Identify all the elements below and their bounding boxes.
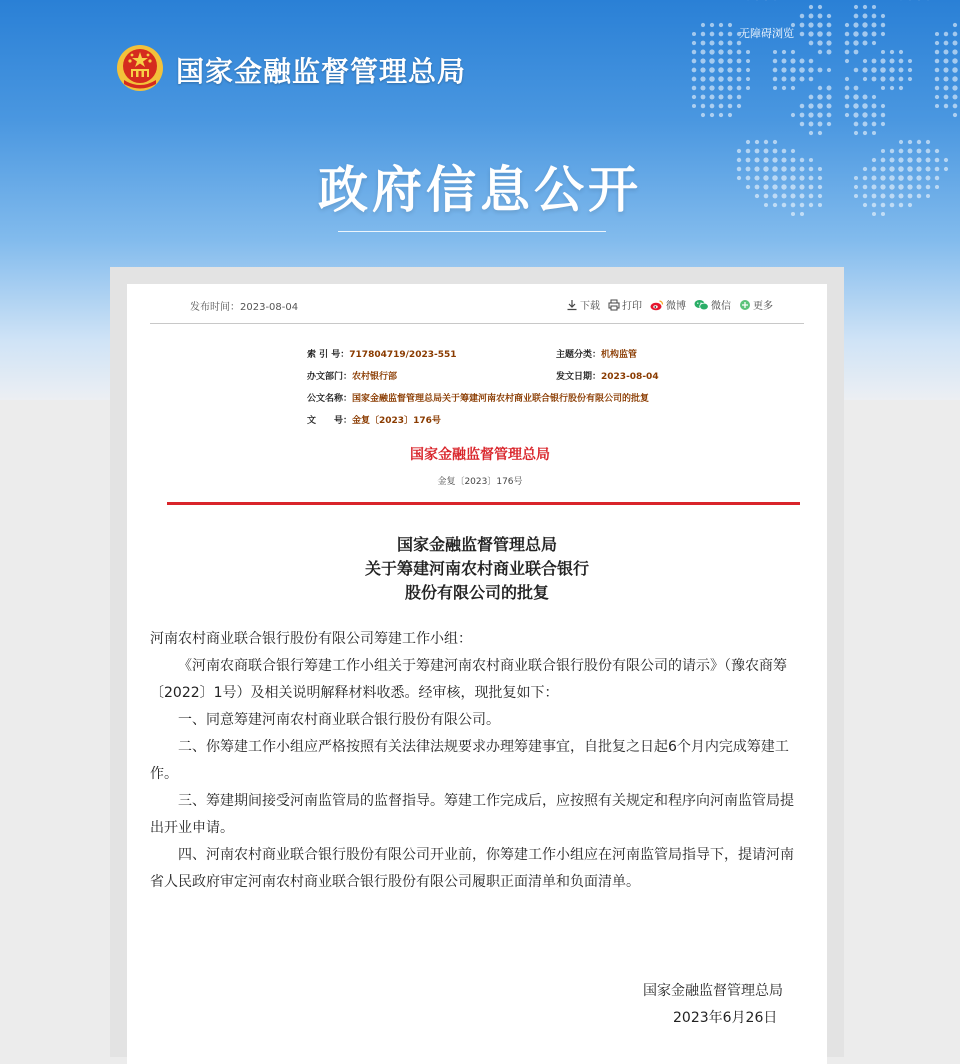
meta-index-value: 717804719/2023-551 [349,350,456,360]
weibo-icon [650,299,664,311]
meta-topic-value: 机构监管 [601,350,637,360]
site-name[interactable]: 国家金融监督管理总局 [176,50,466,90]
meta-doc-number-label: 文 号： [307,413,352,426]
document-title-line: 国家金融监督管理总局 [0,533,954,557]
red-divider [167,502,800,505]
publish-time: 发布时间：2023-08-04 [190,298,298,313]
national-emblem-icon [116,44,164,92]
meta-doc-name-label: 公文名称： [307,391,352,404]
meta-department [307,369,397,382]
weibo-share-button[interactable] [650,297,686,312]
accessibility-link[interactable]: 无障碍浏览 [739,25,794,41]
download-label: 下载 [580,297,600,312]
download-button[interactable] [566,297,600,312]
document-title [0,533,954,605]
body-paragraph: 二、你筹建工作小组应严格按照有关法律法规要求办理筹建事宜，自批复之日起6个月内完成筹建工作。 [150,734,804,788]
download-icon [566,299,578,311]
meta-doc-name [307,391,649,404]
document-title-line: 关于筹建河南农村商业联合银行 [0,557,954,581]
body-paragraph: 四、河南农村商业联合银行股份有限公司开业前，你筹建工作小组应在河南监管局指导下，提请河南省人民政府审定河南农村商业联合银行股份有限公司履职正面清单和负面清单。 [150,842,804,896]
heading-divider [338,231,606,232]
share-toolbar [566,297,781,312]
document-body [150,626,804,896]
more-label: 更多 [753,297,773,312]
body-paragraph: 三、筹建期间接受河南监管局的监督指导。筹建工作完成后，应按照有关规定和程序向河南监管局提出开业申请。 [150,788,804,842]
meta-department-label: 办文部门： [307,369,352,382]
meta-index-label: 索 引 号： [307,347,349,360]
plus-circle-icon [739,299,751,311]
meta-date-value: 2023-08-04 [601,372,659,382]
document-issuer: 国家金融监督管理总局 [0,444,960,464]
signature-date: 2023年6月26日 [673,1007,777,1027]
meta-department-value: 农村银行部 [352,372,397,382]
meta-doc-name-value: 国家金融监督管理总局关于筹建河南农村商业联合银行股份有限公司的批复 [352,394,649,404]
meta-index [307,347,457,360]
toolbar-divider [150,323,804,324]
meta-topic-label: 主题分类： [556,347,601,360]
weibo-label: 微博 [666,297,686,312]
meta-date-label: 发文日期： [556,369,601,382]
print-icon [608,299,620,311]
document-title-line: 股份有限公司的批复 [0,581,954,605]
print-label: 打印 [622,297,642,312]
meta-topic [556,347,637,360]
wechat-icon [694,299,709,311]
print-button[interactable] [608,297,642,312]
meta-doc-number [307,413,441,426]
body-paragraph: 《河南农商联合银行筹建工作小组关于筹建河南农村商业联合银行股份有限公司的请示》（豫农商筹〔2022〕1号）及相关说明解释材料收悉。经审核，现批复如下： [150,653,804,707]
more-share-button[interactable] [739,297,773,312]
document-number: 金复〔2023〕176号 [0,474,960,487]
wechat-share-button[interactable] [694,297,731,312]
signature-organization: 国家金融监督管理总局 [643,980,783,1000]
meta-date [556,369,659,382]
salutation: 河南农村商业联合银行股份有限公司筹建工作小组： [150,626,804,653]
body-paragraph: 一、同意筹建河南农村商业联合银行股份有限公司。 [150,707,804,734]
page-heading: 政府信息公开 [0,150,960,222]
meta-doc-number-value: 金复〔2023〕176号 [352,416,441,426]
wechat-label: 微信 [711,297,731,312]
